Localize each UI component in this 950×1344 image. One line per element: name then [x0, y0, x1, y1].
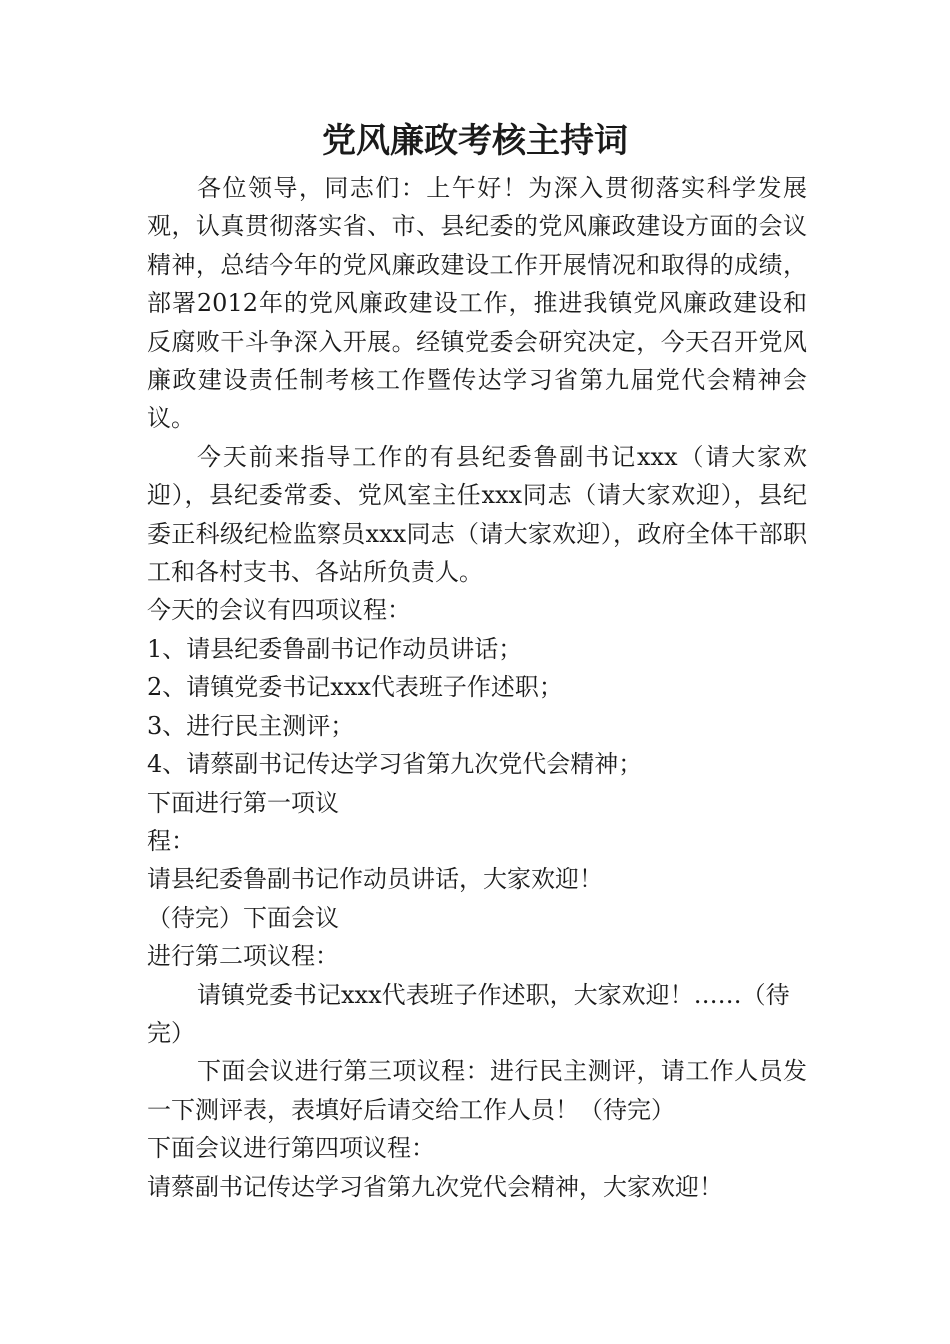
first-agenda-line-a: 下面进行第一项议: [147, 788, 339, 817]
first-agenda-line-b: 程：: [147, 826, 195, 855]
document-title: 党风廉政考核主持词: [322, 121, 628, 161]
agenda-item-3: 3、进行民主测评；: [147, 711, 355, 740]
second-agenda-paragraph: [147, 899, 807, 976]
guests-paragraph: 今天前来指导工作的有县纪委鲁副书记xxx（请大家欢迎），县纪委常委、党风室主任xxx同志（请大家欢迎），县纪委正科级纪检监察员xxx同志（请大家欢迎），政府全体干部职工和各村支书、各站所负责人。: [147, 442, 807, 587]
fourth-agenda-intro: 下面会议进行第四项议程：: [147, 1134, 435, 1163]
agenda-intro: 今天的会议有四项议程：: [147, 596, 411, 625]
opening-paragraph: 各位领导，同志们：上午好！为深入贯彻落实科学发展观，认真贯彻落实省、市、县纪委的党风廉政建设方面的会议精神，总结今年的党风廉政建设工作开展情况和取得的成绩，部署2012年的党风廉政建设工作，推进我镇党风廉政建设和反腐败干斗争深入开展。经镇党委会研究决定，今天召开党风廉政建设责任制考核工作暨传达学习省第九届党代会精神会议。: [147, 174, 807, 433]
fourth-agenda-speech: 请蔡副书记传达学习省第九次党代会精神，大家欢迎！: [147, 1172, 723, 1201]
agenda-item-2: 2、请镇党委书记xxx代表班子作述职；: [147, 673, 563, 702]
second-agenda-line-b: 进行第二项议程：: [147, 942, 339, 971]
second-agenda-line-a: （待完）下面会议: [147, 903, 339, 932]
third-agenda-paragraph: 下面会议进行第三项议程：进行民主测评，请工作人员发一下测评表，表填好后请交给工作人员！（待完）: [147, 1057, 807, 1124]
document-body: [147, 169, 807, 1206]
agenda-item-4: 4、请蔡副书记传达学习省第九次党代会精神；: [147, 750, 643, 779]
first-agenda-paragraph: [147, 784, 807, 861]
first-agenda-speech: 请县纪委鲁副书记作动员讲话，大家欢迎！: [147, 865, 603, 894]
second-agenda-report: 请镇党委书记xxx代表班子作述职，大家欢迎！……（待完）: [147, 980, 790, 1047]
agenda-item-1: 1、请县纪委鲁副书记作动员讲话；: [147, 634, 523, 663]
